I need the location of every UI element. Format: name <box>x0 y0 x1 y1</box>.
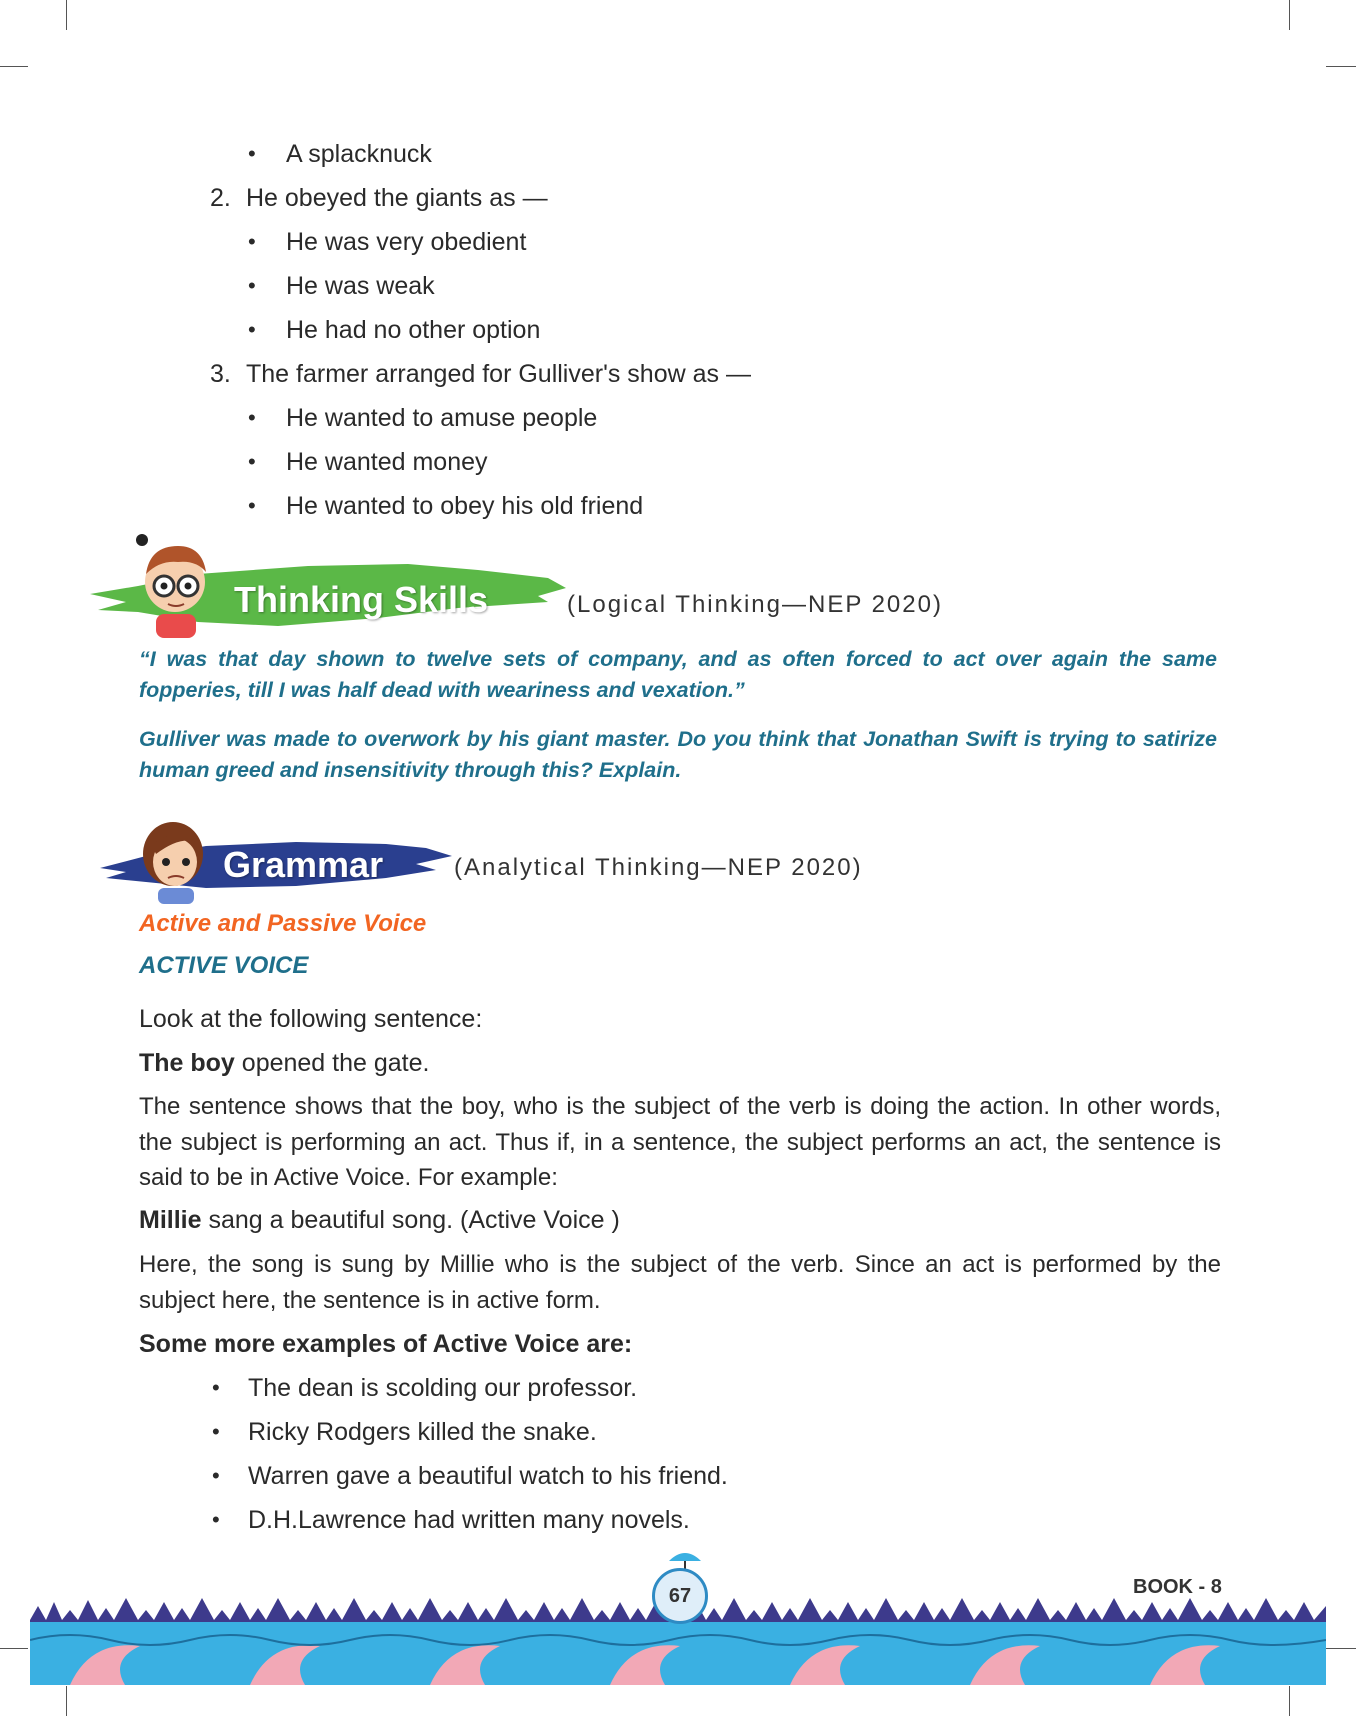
option-text: He had no other option <box>286 316 541 344</box>
example-item: The dean is scolding our professor. <box>248 1374 638 1402</box>
section-heading: ACTIVE VOICE <box>139 952 309 979</box>
girl-avatar-icon <box>143 822 203 904</box>
example-item: Warren gave a beautiful watch to his friend. <box>248 1462 728 1490</box>
example-item: Ricky Rodgers killed the snake. <box>248 1418 597 1446</box>
option-text: He wanted money <box>286 448 488 476</box>
bullet-icon: • <box>212 1375 220 1400</box>
intro-text: Look at the following sentence: <box>139 1005 483 1033</box>
option-text: A splacknuck <box>286 140 432 168</box>
thinking-skills-title: Thinking Skills <box>234 579 489 620</box>
explanation-paragraph: Here, the song is sung by Millie who is the subject of the verb. Since an act is performed by the subject here, the sentence is in active form. <box>139 1251 1221 1314</box>
crop-mark <box>0 1648 28 1649</box>
bullet-icon: • <box>212 1419 220 1444</box>
bullet-icon: • <box>248 317 256 342</box>
grammar-title: Grammar <box>223 844 384 885</box>
option-text: He wanted to obey his old friend <box>286 492 644 520</box>
option-text: He was weak <box>286 272 435 300</box>
bullet-icon: • <box>248 141 256 166</box>
book-label: BOOK - 8 <box>1133 1576 1222 1598</box>
example-rest: sang a beautiful song. (Active Voice ) <box>201 1206 620 1234</box>
example-subject: The boy <box>139 1049 235 1077</box>
crop-mark <box>66 0 67 30</box>
thinking-skills-note: (Logical Thinking—NEP 2020) <box>567 591 943 618</box>
thinking-question: Gulliver was made to overwork by his giant master. Do you think that Jonathan Swift is trying to satirize human greed and insensitivity through this? Explain. <box>139 727 1217 782</box>
crop-mark <box>1289 1686 1290 1716</box>
explanation-paragraph: The sentence shows that the boy, who is the subject of the verb is doing the action. In other words, the subject is performing an act. Thus if, in a sentence, the subject performs an act, the sentence is said to be in Active Voice. For example: <box>139 1093 1221 1191</box>
bullet-icon: • <box>248 273 256 298</box>
question-number: 3. <box>210 360 231 388</box>
option-text: He wanted to amuse people <box>286 404 598 432</box>
example-subject: Millie <box>139 1206 202 1234</box>
crop-mark <box>0 66 28 67</box>
crop-mark <box>1289 0 1290 30</box>
crop-mark <box>1326 66 1356 67</box>
boy-avatar-icon <box>136 534 206 638</box>
crop-mark <box>66 1686 67 1716</box>
bullet-icon: • <box>248 493 256 518</box>
question-number: 2. <box>210 184 231 212</box>
page-number: 67 <box>652 1568 708 1624</box>
bullet-icon: • <box>248 449 256 474</box>
examples-heading: Some more examples of Active Voice are: <box>139 1330 633 1358</box>
crop-mark <box>1326 1648 1356 1649</box>
example-sentence <box>139 1048 429 1078</box>
bullet-icon: • <box>248 405 256 430</box>
umbrella-icon <box>665 1545 705 1571</box>
question-text: He obeyed the giants as — <box>246 184 548 212</box>
bullet-icon: • <box>248 229 256 254</box>
water <box>30 1622 1326 1685</box>
bullet-icon: • <box>212 1507 220 1532</box>
bullet-icon: • <box>212 1463 220 1488</box>
option-text: He was very obedient <box>286 228 527 256</box>
example-sentence <box>139 1205 620 1235</box>
question-text: The farmer arranged for Gulliver's show as — <box>246 360 751 388</box>
example-item: D.H.Lawrence had written many novels. <box>248 1506 690 1534</box>
story-quote: “I was that day shown to twelve sets of company, and as often forced to act over again the same fopperies, till I was half dead with weariness and vexation.” <box>139 647 1217 702</box>
grammar-note: (Analytical Thinking—NEP 2020) <box>454 854 863 881</box>
example-rest: opened the gate. <box>234 1049 430 1077</box>
grammar-subtitle: Active and Passive Voice <box>139 910 427 937</box>
